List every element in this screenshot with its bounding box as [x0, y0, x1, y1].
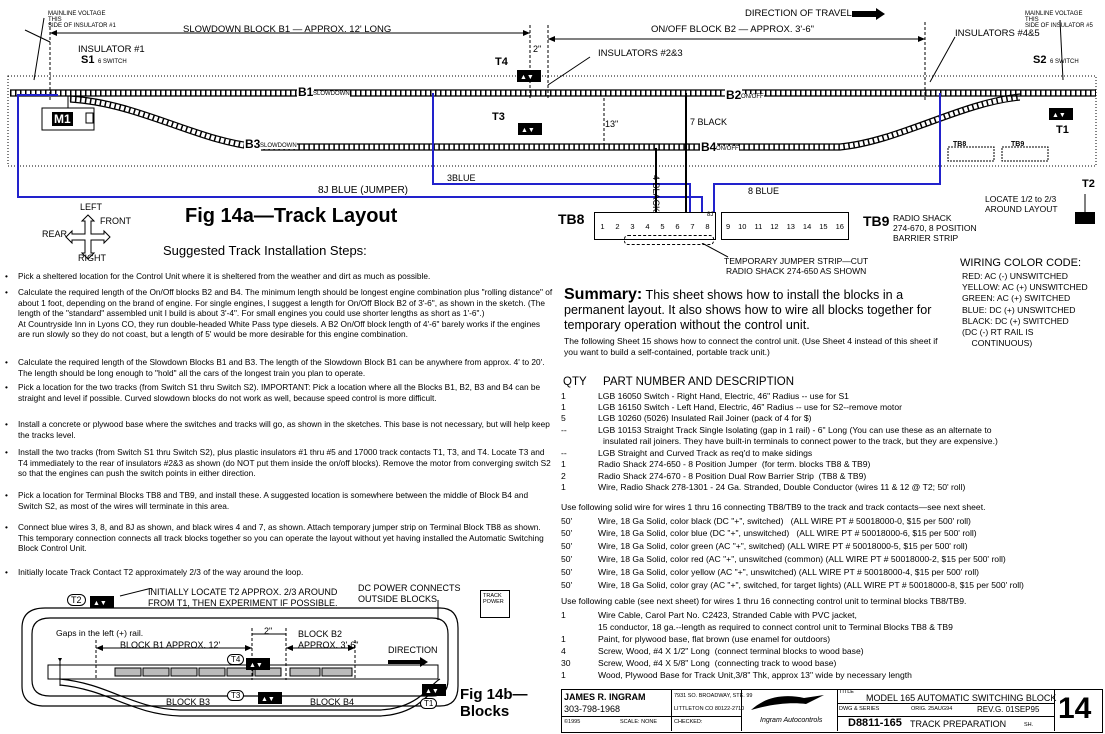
jumper-note: TEMPORARY JUMPER STRIP—CUT RADIO SHACK 274-650 AS SHOWN — [724, 256, 869, 276]
track-power-box: TRACK POWER — [480, 590, 510, 618]
loop-contact-t4-icon — [246, 658, 270, 670]
step-item: • Calculate the required length of the Slowdown Blocks B1 and B3. The length of the Slowdown Block B1 can be anywhere from approx. 4' to 20'. The length should be long enough to "hold" all the cars of the longest train you plan to operate. — [5, 357, 553, 378]
solid-heading: Use following solid wire for wires 1 thru 16 connecting TB8/TB9 to the track and track contacts—see next sheet. — [561, 502, 986, 512]
loop-direction-label: DIRECTION — [388, 645, 438, 655]
wire-3-blue-label: 3BLUE — [447, 173, 476, 183]
step-item: • Pick a location for Terminal Blocks TB8 and TB9, and install these. A suggested location is somewhere between the middle of Block B4 and Switch S2, as most of the wires will terminate in this area. — [5, 490, 553, 511]
tb-sheet-label: SH. — [1024, 722, 1034, 728]
onoff-b2-dim-label: ON/OFF BLOCK B2 — APPROX. 3'-6" — [651, 24, 815, 35]
loop-block-b2-label: BLOCK B2 APPROX. 3'-6" — [298, 629, 359, 650]
jumper-leader — [700, 243, 730, 258]
mainline-right-note: MAINLINE VOLTAGE THIS SIDE OF INSULATOR #5 — [1025, 11, 1093, 29]
parts-header-qty: QTY — [563, 376, 587, 388]
tb8-mini-label: TB8 — [953, 141, 967, 148]
insulator1-label: INSULATOR #1 — [78, 44, 145, 55]
step-item: • Calculate the required length of the On/Off blocks B2 and B4. The minimum length should be longest engine combination plus "rolling distance" of about 1 foot, depending on the brand of engine. For single engines, I suggest a length for On/Off Block B2 of 3'-6", as shown in the sketch. (The length of the "standard" assembled unit I build is about 3'-4". For small engines you could use shorter lengths as short as 1'-6".) At Countryside Inn in Lyons CO, they run double-headed White Pass type diesels. A B2 On/Off block length of 4'-6" barely works if the engines are run slowly so they do not coast, but a length of 5' would be more desirable for this engine combination. — [5, 287, 553, 340]
fig14a-title: Fig 14a—Track Layout — [185, 205, 398, 227]
locate-t2-note: LOCATE 1/2 to 2/3 AROUND LAYOUT — [985, 194, 1058, 214]
blue-wires — [18, 93, 940, 212]
tb8-pos: 8 — [705, 222, 710, 231]
loop-contact-t3-icon — [258, 692, 282, 704]
track-contact-t2-icon — [1075, 194, 1095, 224]
tb8-mini — [948, 147, 994, 161]
insulators45-label: INSULATORS #4&5 — [955, 28, 1040, 39]
tb9-pos: 15 — [819, 222, 828, 231]
title-block-divider — [561, 716, 741, 717]
contact-t1-label: T1 — [1056, 124, 1069, 136]
upper-track — [10, 90, 1096, 96]
train — [115, 668, 352, 676]
tb-copyright: ©1995 — [564, 719, 581, 725]
direction-arrow-icon — [852, 8, 885, 20]
tb8-pos: 2 — [615, 222, 620, 231]
step-item: • Install the two tracks (from Switch S1 thru Switch S2), plus plastic insulators #1 thru #5 and 17000 track contacts T1, T3, and T4. Locate T3 and T4 immediately to the rear of insulators #2&3 as shown (do NOT put them inside the on/off blocks). Remove the motor from converging switch S2 so that the engines can push the switch points in either direction. — [5, 447, 553, 479]
loop-two-inch-label: 2" — [264, 626, 273, 636]
wiring-line: YELLOW: AC (+) UNSWITCHED — [962, 282, 1088, 293]
tb-phone: 303-798-1968 — [564, 704, 621, 714]
tb8-8j-tag: 8J — [707, 212, 714, 218]
tb-rev: REV.G. 01SEP95 — [977, 705, 1040, 714]
tb-sheet-number: 14 — [1058, 692, 1092, 725]
tb-title2: TRACK PREPARATION — [910, 719, 1007, 729]
mainline-left-note: MAINLINE VOLTAGE THIS SIDE OF INSULATOR #1 — [48, 11, 116, 29]
tb9-label: TB9 — [863, 213, 890, 229]
insulators23-label: INSULATORS #2&3 — [598, 48, 683, 59]
loop-block-b3-label: BLOCK B3 — [166, 697, 211, 707]
tb9-pos: 10 — [738, 222, 747, 231]
loop-t3-label: T3 — [227, 690, 244, 701]
summary-text: This sheet shows how to install the blocks in a permanent layout. It also shows how to wire all blocks together for temporary operation without the control unit. — [564, 288, 932, 332]
summary-title: Summary: — [564, 286, 643, 303]
wiring-line: RED: AC (-) UNSWITCHED — [962, 271, 1068, 281]
block-b1-label: B1 — [298, 85, 314, 99]
block-b3-label: B3 — [245, 137, 261, 151]
wiring-lines — [962, 271, 1088, 349]
wiring-line: (DC (-) RT RAIL IS — [962, 327, 1034, 338]
block-b1-sub: SLOWDOWN — [313, 91, 350, 97]
lower-track — [70, 94, 1020, 150]
block-b4-label: B4 — [701, 140, 717, 154]
summary-block — [564, 287, 944, 333]
tb9-mini — [1002, 147, 1048, 161]
svg-text:▲▼: ▲▼ — [425, 688, 439, 695]
step-item: • Install a concrete or plywood base where the switches and tracks will go, as shown in the sketches. This base is not necessary, but will help keep the tracks level. — [5, 419, 553, 440]
compass-front: FRONT — [100, 216, 131, 226]
tb-orig: ORIG. 25AUG94 — [911, 706, 953, 712]
step-item: • Initially locate Track Contact T2 approximately 2/3 of the way around the loop. — [5, 567, 553, 578]
step-item: • Pick a location for the two tracks (from Switch S1 thru Switch S2). IMPORTANT: Pick a location where all the Blocks B1, B2, B3 and B4 can be straight and level if possible. Curved slowdown blocks do not work as well, because speed control is more difficult. — [5, 382, 553, 403]
block-b4-sub: ON/OFF — [716, 146, 739, 152]
tb9-pos: 12 — [770, 222, 779, 231]
wire-8j-blue-label: 8J BLUE (JUMPER) — [318, 185, 409, 196]
loop-block-b1-label: BLOCK B1 APPROX. 12' — [120, 640, 221, 650]
tb8-label: TB8 — [558, 211, 585, 227]
tb9-pos: 11 — [754, 222, 763, 231]
loop-t2-label: T2 — [67, 594, 86, 606]
tb8-pos: 5 — [660, 222, 665, 231]
loop-block-b4-label: BLOCK B4 — [310, 697, 355, 707]
tb9-pos: 14 — [802, 222, 812, 231]
tb9-mini-label: TB9 — [1011, 141, 1025, 148]
steps-title: Suggested Track Installation Steps: — [163, 243, 367, 258]
tb-checked: CHECKED: — [674, 719, 703, 725]
switch-s1-sub: 6 SWITCH — [98, 59, 127, 65]
svg-text:▲▼: ▲▼ — [521, 127, 535, 134]
contact-t3-label: T3 — [492, 111, 505, 123]
tb-title1: MODEL 165 AUTOMATIC SWITCHING BLOCK — [866, 693, 1057, 703]
compass-left: LEFT — [80, 202, 103, 212]
summary-note: The following Sheet 15 shows how to connect the control unit. (Use Sheet 4 instead of this sheet if you want to build a self-contained, portable track unit.) — [564, 336, 938, 357]
svg-text:▲▼: ▲▼ — [520, 74, 534, 81]
track-contact-t1-icon — [1049, 108, 1073, 120]
terminal-block-tb9 — [721, 212, 849, 240]
wiring-title: WIRING COLOR CODE: — [960, 257, 1082, 269]
step-item: • Connect blue wires 3, 8, and 8J as shown, and black wires 4 and 7, as shown. Attach temporary jumper strip on Terminal Block TB8 as shown. This temporary connection connects all track blocks together so you can operate the layout without yet having installed the Automatic Switching Block Control Unit. — [5, 522, 553, 554]
track-contact-t4-icon — [517, 70, 541, 82]
tb9-desc: RADIO SHACK 274-670, 8 POSITION BARRIER STRIP — [893, 213, 977, 243]
wiring-line: BLUE: DC (+) UNSWITCHED — [962, 304, 1076, 315]
tb8-pos: 1 — [600, 222, 605, 231]
wiring-line: BLACK: DC (+) SWITCHED — [962, 315, 1069, 326]
tb-addr1: 7931 SO. BROADWAY, STE. 99 — [674, 693, 753, 699]
tb8-pos: 6 — [675, 222, 680, 231]
loop-t1-label: T1 — [420, 698, 437, 709]
tb-dwg-label: DWG & SERIES — [839, 706, 880, 712]
contact-t4-label: T4 — [495, 56, 508, 68]
tb9-pos: 9 — [725, 222, 731, 231]
tb-dwg-number: D8811-165 — [848, 717, 902, 729]
loop-contact-t2-icon — [90, 596, 114, 608]
loop-t4-label: T4 — [227, 654, 244, 665]
title-block-divider — [837, 703, 1054, 704]
tb8-pos: 4 — [645, 222, 650, 231]
direction-of-travel-label: DIRECTION OF TRAVEL — [745, 8, 852, 19]
loop-contact-t1-icon — [422, 684, 446, 696]
contact-t2-label: T2 — [1082, 178, 1095, 190]
tb-addr2: LITTLETON CO 80122-2710 — [674, 706, 745, 712]
wiring-line: CONTINUOUS) — [962, 338, 1033, 349]
ingram-logo-icon — [746, 692, 831, 714]
compass-rear: REAR — [42, 229, 68, 239]
tb-scale: SCALE: NONE — [620, 719, 657, 725]
parts-header-desc: PART NUMBER AND DESCRIPTION — [603, 376, 795, 388]
svg-text:▲▼: ▲▼ — [261, 696, 275, 703]
switch-s2-label: S2 — [1033, 54, 1047, 66]
tb-logo-text: Ingram Autocontrols — [760, 717, 823, 724]
compass-right: RIGHT — [78, 253, 106, 263]
motor-m1-label: M1 — [54, 112, 71, 126]
tb8-pos: 3 — [630, 222, 635, 231]
fig14b-title: Fig 14b— Blocks — [460, 686, 528, 720]
dc-power-note: DC POWER CONNECTS OUTSIDE BLOCKS — [358, 583, 461, 604]
initially-note: INITIALLY LOCATE T2 APPROX. 2/3 AROUND FROM T1, THEN EXPERIMENT IF POSSIBLE. — [148, 587, 338, 608]
wire-7-black-label: 7 BLACK — [690, 117, 728, 127]
wire-4-black-label: 4 BLACK — [651, 175, 661, 213]
track-contact-t3-icon — [518, 123, 542, 135]
tb9-pos: 16 — [835, 222, 844, 231]
svg-text:▲▼: ▲▼ — [249, 662, 263, 669]
slowdown-b1-dim-label: SLOWDOWN BLOCK B1 — APPROX. 12' LONG — [183, 24, 392, 35]
tb8-pos: 7 — [690, 222, 695, 231]
block-b2-label: B2 — [726, 88, 742, 102]
tb-title-label: TITLE — [839, 689, 854, 695]
wiring-line: GREEN: AC (+) SWITCHED — [962, 293, 1071, 304]
step-item: • Pick a sheltered location for the Control Unit where it is sheltered from the weather and dirt as much as possible. — [5, 271, 553, 282]
svg-text:▲▼: ▲▼ — [93, 600, 107, 607]
block-b3-sub: SLOWDOWN — [260, 143, 297, 149]
thirteen-inch-label: 13" — [605, 119, 619, 129]
wire-8-blue-label: 8 BLUE — [748, 186, 780, 196]
tb-name: JAMES R. INGRAM — [564, 692, 646, 702]
switch-s2-sub: 6 SWITCH — [1050, 59, 1079, 65]
title-block-divider — [837, 689, 838, 731]
cable-heading: Use following cable (see next sheet) for wires 1 thru 16 connecting control unit to terminal blocks TB8/TB9. — [561, 596, 967, 606]
switch-s1-label: S1 — [81, 54, 95, 66]
two-inch-label: 2" — [533, 44, 542, 54]
svg-text:▲▼: ▲▼ — [1052, 112, 1066, 119]
tb9-pos: 13 — [786, 222, 795, 231]
gaps-note: Gaps in the left (+) rail. — [56, 628, 144, 638]
block-b2-sub: ON/OFF — [741, 94, 764, 100]
